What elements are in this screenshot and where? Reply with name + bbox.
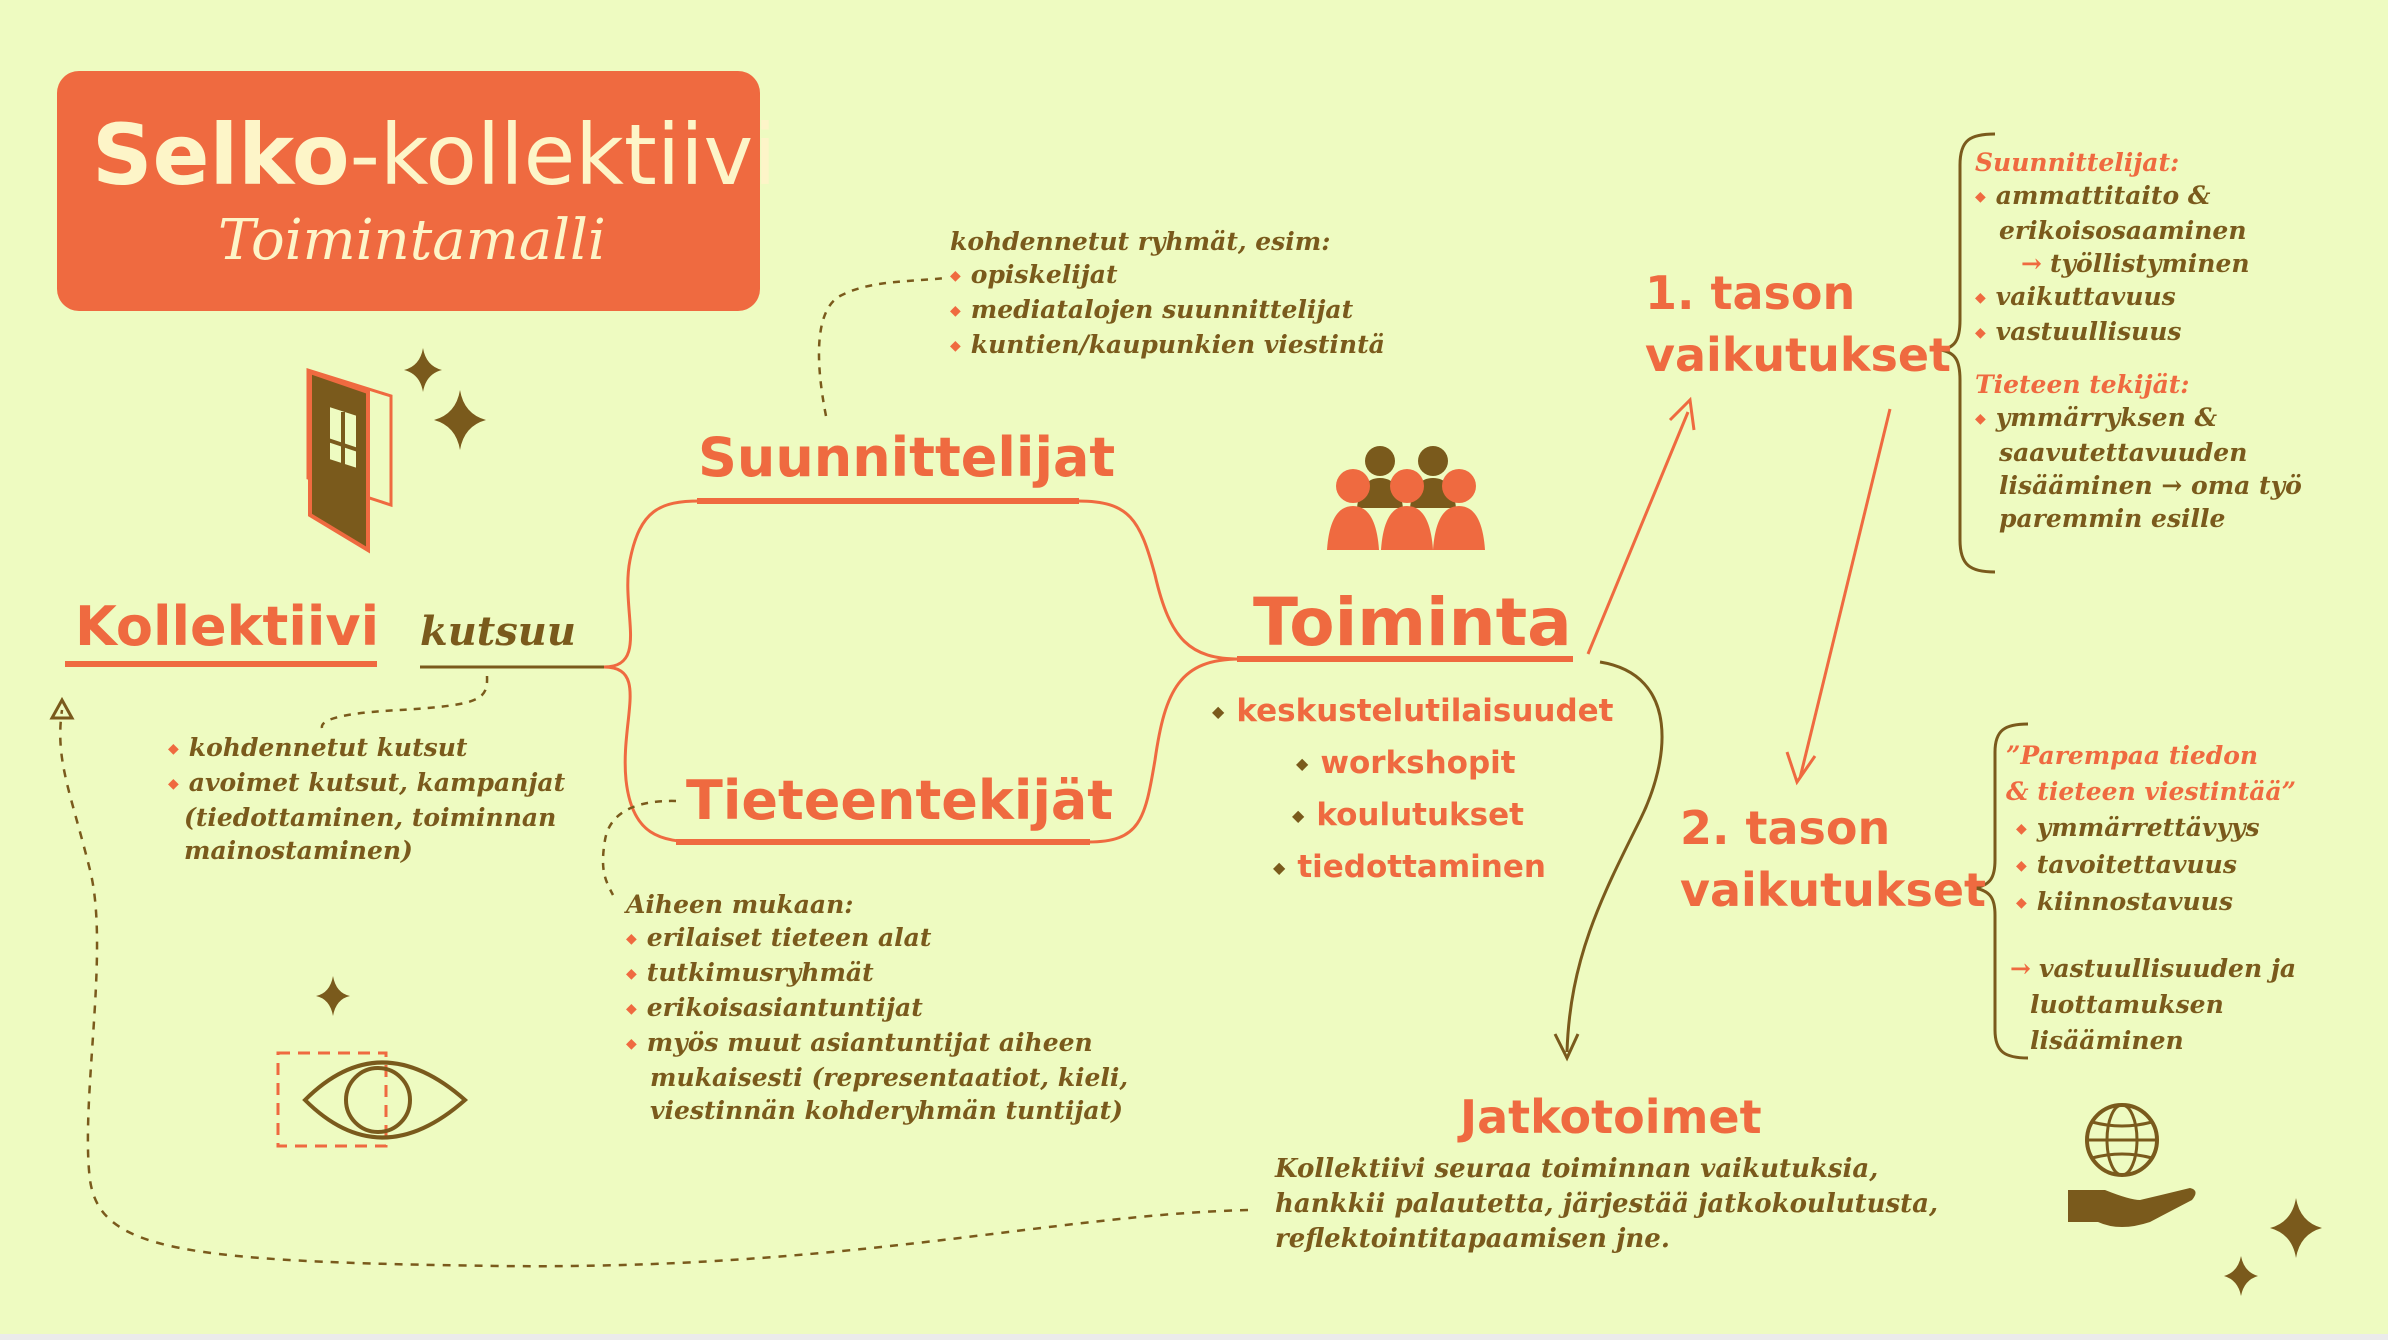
list-item: (tiedottaminen, toiminnan [184, 803, 557, 832]
tieteentekijat-underline [676, 839, 1090, 845]
kutsut-list [168, 731, 565, 867]
dashed-tiet-note [603, 801, 676, 895]
kollektiivi-label: Kollektiivi [75, 595, 380, 658]
list-item: paremmin esille [1999, 504, 2226, 533]
list-item: ◆ tutkimusryhmät [626, 956, 1128, 991]
feedback-arrowhead [52, 700, 72, 718]
note-heading: & tieteen viestintää” [2006, 777, 2297, 806]
arrow-taso2-head [1787, 752, 1815, 782]
arrow-taso1-to-taso2 [1800, 409, 1890, 778]
branch-suun-to-toiminta [1078, 501, 1240, 659]
list-item: ◆ tavoitettavuus [2006, 847, 2296, 884]
list-item: mainostaminen) [184, 836, 413, 865]
list-item: ◆ kohdennetut kutsut [168, 731, 565, 766]
list-item: ◆ ymmärryksen & [1975, 401, 2302, 436]
list-item: ◆ vastuullisuus [1975, 315, 2302, 350]
list-item: mukaisesti (representaatiot, kieli, [650, 1063, 1129, 1092]
dashed-suun-note [819, 278, 945, 416]
list-item: ◆ kuntien/kaupunkien viestintä [950, 328, 1385, 363]
list-item: ◆ mediatalojen suunnittelijat [950, 293, 1385, 328]
arrow-to-taso1 [1588, 412, 1688, 654]
sparkle-icon [434, 390, 486, 450]
door-icon [308, 370, 391, 550]
tieteentekijat-note [626, 888, 1128, 1127]
taso1-details [1975, 146, 2302, 535]
toiminta-item: ◆ workshopit [1296, 745, 1516, 781]
dashed-kutsuu-note [322, 676, 487, 728]
page-subtitle: Toimintamalli [218, 208, 606, 273]
list-item: ◆ myös muut asiantuntijat aiheen [626, 1026, 1128, 1061]
jatkotoimet-label: Jatkotoimet [1460, 1090, 1762, 1144]
sparkle-icon [2270, 1198, 2322, 1258]
sparkle-icon [2224, 1256, 2258, 1296]
list-item: ◆ opiskelijat [950, 258, 1385, 293]
list-item: ◆ erikoisasiantuntijat [626, 991, 1128, 1026]
note-heading: Suunnittelijat: [1975, 148, 2180, 177]
kollektiivi-underline [65, 661, 377, 667]
toiminta-item: ◆ tiedottaminen [1273, 849, 1546, 885]
note-heading: Aiheen mukaan: [626, 890, 854, 919]
list-item: ◆ ammattitaito & [1975, 179, 2302, 214]
toiminta-label: Toiminta [1253, 584, 1572, 661]
eye-icon [278, 1053, 465, 1146]
list-item: → työllistyminen [1975, 247, 2302, 280]
branch-to-suunnittelijat [604, 501, 700, 667]
toiminta-item: ◆ keskustelutilaisuudet [1212, 693, 1614, 729]
list-item: ◆ kiinnostavuus [2006, 884, 2296, 921]
sparkle-icon [316, 976, 350, 1016]
list-item: saavutettavuuden [1999, 438, 2248, 467]
page-title: Selko-kollektiivi [92, 106, 777, 204]
list-item: luottamuksen [2030, 990, 2224, 1019]
note-heading: kohdennetut ryhmät, esim: [950, 227, 1331, 256]
list-item: erikoisosaaminen [1999, 216, 2247, 245]
suunnittelijat-underline [697, 498, 1079, 504]
list-item: ◆ ymmärrettävyys [2006, 810, 2296, 847]
globe-hand-icon [2068, 1105, 2196, 1227]
list-item: ◆ vaikuttavuus [1975, 280, 2302, 315]
note-heading: Tieteen tekijät: [1975, 370, 2190, 399]
taso2-label: 2. tason vaikutukset [1680, 801, 1987, 917]
kutsuu-label: kutsuu [420, 608, 576, 655]
jatkotoimet-text: Kollektiivi seuraa toiminnan vaikutuksia, hankkii palautetta, järjestää jatkokoulutusta, reflektointitapaamisen jne. [1275, 1154, 1939, 1254]
note-heading: ”Parempaa tiedon [2006, 741, 2259, 770]
list-item: lisääminen → oma työ [1999, 471, 2302, 500]
suunnittelijat-label: Suunnittelijat [698, 426, 1116, 489]
suunnittelijat-note [950, 225, 1385, 363]
tieteentekijat-label: Tieteentekijät [686, 769, 1114, 832]
list-item: → vastuullisuuden ja [2006, 951, 2296, 987]
list-item: lisääminen [2030, 1026, 2184, 1055]
taso2-details [2006, 738, 2296, 1059]
list-item: ◆ erilaiset tieteen alat [626, 921, 1128, 956]
people-icon [1327, 446, 1485, 550]
taso1-label: 1. tason vaikutukset [1645, 266, 1952, 382]
sparkle-icon [404, 348, 442, 392]
list-item: ◆ avoimet kutsut, kampanjat [168, 766, 565, 801]
toiminta-item: ◆ koulutukset [1292, 797, 1524, 833]
list-item: viestinnän kohderyhmän tuntijat) [650, 1096, 1124, 1125]
